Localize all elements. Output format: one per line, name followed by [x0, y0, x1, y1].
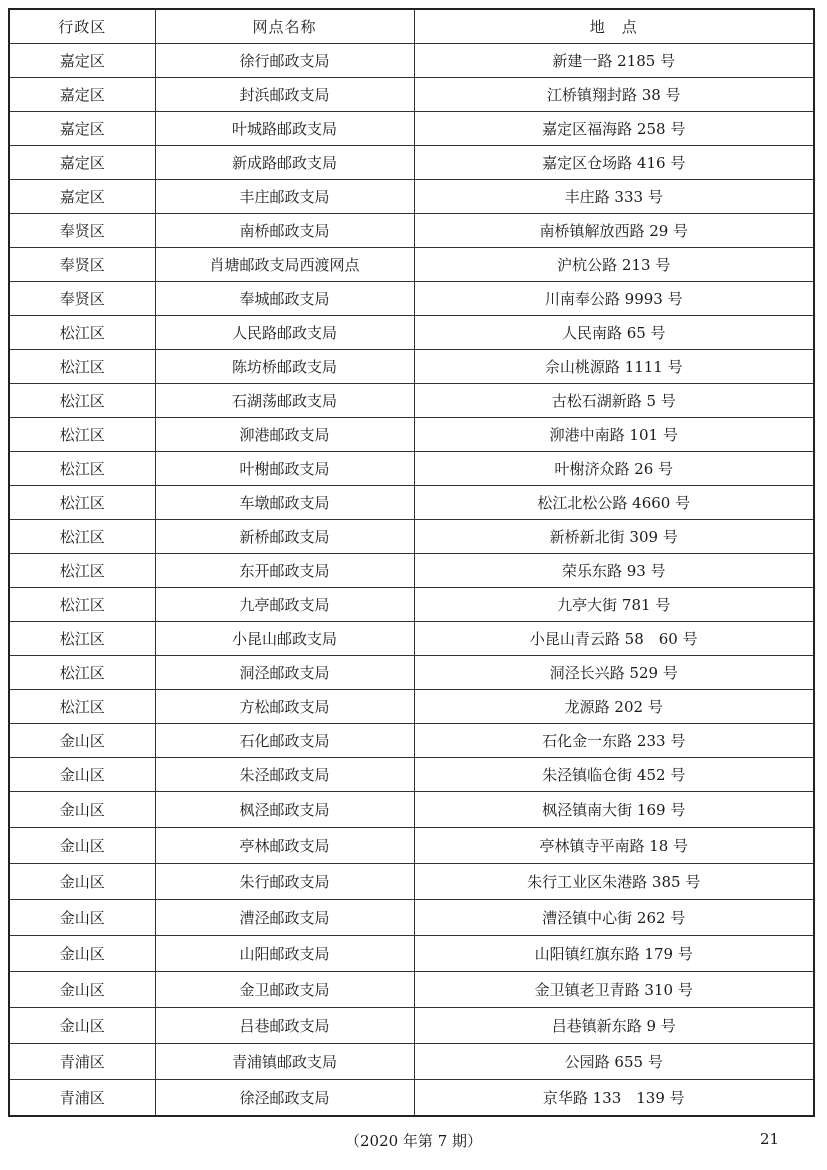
branch-name-cell: 新成路邮政支局 [155, 146, 414, 180]
location-cell: 人民南路 65 号 [414, 316, 814, 350]
location-cell: 朱行工业区朱港路 385 号 [414, 864, 814, 900]
branch-name-cell: 叶城路邮政支局 [155, 112, 414, 146]
table-row [9, 900, 814, 936]
district-cell: 松江区 [9, 418, 155, 452]
table-row [9, 724, 814, 758]
table-row [9, 656, 814, 690]
branch-name-cell: 叶榭邮政支局 [155, 452, 414, 486]
table-row [9, 316, 814, 350]
district-cell: 松江区 [9, 486, 155, 520]
location-cell: 亭林镇寺平南路 18 号 [414, 828, 814, 864]
table-row [9, 180, 814, 214]
branch-name-cell: 青浦镇邮政支局 [155, 1044, 414, 1080]
district-cell: 松江区 [9, 384, 155, 418]
branch-name-cell: 人民路邮政支局 [155, 316, 414, 350]
district-cell: 金山区 [9, 900, 155, 936]
district-cell: 金山区 [9, 792, 155, 828]
table-row [9, 78, 814, 112]
district-cell: 金山区 [9, 936, 155, 972]
branch-name-cell: 封浜邮政支局 [155, 78, 414, 112]
district-cell: 青浦区 [9, 1080, 155, 1117]
header-district: 行政区 [9, 9, 155, 44]
branch-name-cell: 金卫邮政支局 [155, 972, 414, 1008]
location-cell: 山阳镇红旗东路 179 号 [414, 936, 814, 972]
branch-name-cell: 东开邮政支局 [155, 554, 414, 588]
branch-name-cell: 徐泾邮政支局 [155, 1080, 414, 1117]
branch-name-cell: 亭林邮政支局 [155, 828, 414, 864]
header-location: 地 点 [414, 9, 814, 44]
table-row [9, 44, 814, 78]
table-row [9, 936, 814, 972]
branch-name-cell: 吕巷邮政支局 [155, 1008, 414, 1044]
location-cell: 龙源路 202 号 [414, 690, 814, 724]
district-cell: 嘉定区 [9, 78, 155, 112]
branch-name-cell: 方松邮政支局 [155, 690, 414, 724]
table-body [9, 44, 814, 1117]
location-cell: 荣乐东路 93 号 [414, 554, 814, 588]
table-row [9, 758, 814, 792]
district-cell: 嘉定区 [9, 112, 155, 146]
table-row [9, 486, 814, 520]
location-cell: 九亭大街 781 号 [414, 588, 814, 622]
table-row [9, 350, 814, 384]
branch-name-cell: 漕泾邮政支局 [155, 900, 414, 936]
location-cell: 古松石湖新路 5 号 [414, 384, 814, 418]
table-row [9, 452, 814, 486]
table-row [9, 588, 814, 622]
branch-name-cell: 肖塘邮政支局西渡网点 [155, 248, 414, 282]
district-cell: 奉贤区 [9, 248, 155, 282]
location-cell: 石化金一东路 233 号 [414, 724, 814, 758]
location-cell: 朱泾镇临仓街 452 号 [414, 758, 814, 792]
table-row [9, 690, 814, 724]
table-row [9, 282, 814, 316]
district-cell: 松江区 [9, 452, 155, 486]
branch-name-cell: 枫泾邮政支局 [155, 792, 414, 828]
table-row [9, 554, 814, 588]
location-cell: 洞泾长兴路 529 号 [414, 656, 814, 690]
branch-name-cell: 南桥邮政支局 [155, 214, 414, 248]
table-row [9, 622, 814, 656]
branch-name-cell: 徐行邮政支局 [155, 44, 414, 78]
location-cell: 京华路 133 139 号 [414, 1080, 814, 1117]
location-cell: 吕巷镇新东路 9 号 [414, 1008, 814, 1044]
table-row [9, 792, 814, 828]
location-cell: 公园路 655 号 [414, 1044, 814, 1080]
location-cell: 松江北松公路 4660 号 [414, 486, 814, 520]
district-cell: 松江区 [9, 690, 155, 724]
table-row [9, 146, 814, 180]
location-cell: 嘉定区福海路 258 号 [414, 112, 814, 146]
table-row [9, 214, 814, 248]
district-cell: 金山区 [9, 758, 155, 792]
location-cell: 新建一路 2185 号 [414, 44, 814, 78]
location-cell: 南桥镇解放西路 29 号 [414, 214, 814, 248]
location-cell: 小昆山青云路 58 60 号 [414, 622, 814, 656]
branch-name-cell: 朱行邮政支局 [155, 864, 414, 900]
postal-branch-table [8, 8, 815, 1117]
district-cell: 松江区 [9, 656, 155, 690]
district-cell: 奉贤区 [9, 214, 155, 248]
branch-name-cell: 泖港邮政支局 [155, 418, 414, 452]
location-cell: 漕泾镇中心街 262 号 [414, 900, 814, 936]
location-cell: 嘉定区仓场路 416 号 [414, 146, 814, 180]
table-row [9, 972, 814, 1008]
district-cell: 金山区 [9, 972, 155, 1008]
location-cell: 枫泾镇南大街 169 号 [414, 792, 814, 828]
branch-name-cell: 石湖荡邮政支局 [155, 384, 414, 418]
table-row [9, 112, 814, 146]
district-cell: 青浦区 [9, 1044, 155, 1080]
header-branch-name: 网点名称 [155, 9, 414, 44]
location-cell: 金卫镇老卫青路 310 号 [414, 972, 814, 1008]
header-row [9, 9, 814, 44]
issue-label: （2020 年第 7 期） [344, 1132, 483, 1150]
district-cell: 金山区 [9, 864, 155, 900]
table-row [9, 1044, 814, 1080]
location-cell: 新桥新北街 309 号 [414, 520, 814, 554]
district-cell: 金山区 [9, 828, 155, 864]
table-row [9, 828, 814, 864]
location-cell: 佘山桃源路 1111 号 [414, 350, 814, 384]
district-cell: 松江区 [9, 350, 155, 384]
location-cell: 川南奉公路 9993 号 [414, 282, 814, 316]
location-cell: 丰庄路 333 号 [414, 180, 814, 214]
location-cell: 叶榭济众路 26 号 [414, 452, 814, 486]
branch-name-cell: 朱泾邮政支局 [155, 758, 414, 792]
branch-name-cell: 石化邮政支局 [155, 724, 414, 758]
branch-name-cell: 丰庄邮政支局 [155, 180, 414, 214]
branch-name-cell: 山阳邮政支局 [155, 936, 414, 972]
table-row [9, 864, 814, 900]
location-cell: 江桥镇翔封路 38 号 [414, 78, 814, 112]
branch-name-cell: 奉城邮政支局 [155, 282, 414, 316]
district-cell: 金山区 [9, 724, 155, 758]
district-cell: 金山区 [9, 1008, 155, 1044]
district-cell: 松江区 [9, 554, 155, 588]
branch-name-cell: 新桥邮政支局 [155, 520, 414, 554]
district-cell: 松江区 [9, 588, 155, 622]
district-cell: 嘉定区 [9, 180, 155, 214]
table-row [9, 248, 814, 282]
district-cell: 松江区 [9, 520, 155, 554]
location-cell: 沪杭公路 213 号 [414, 248, 814, 282]
district-cell: 松江区 [9, 316, 155, 350]
page-number: 21 [760, 1130, 780, 1148]
location-cell: 泖港中南路 101 号 [414, 418, 814, 452]
table-row [9, 418, 814, 452]
table-row [9, 384, 814, 418]
district-cell: 奉贤区 [9, 282, 155, 316]
branch-name-cell: 车墩邮政支局 [155, 486, 414, 520]
branch-name-cell: 小昆山邮政支局 [155, 622, 414, 656]
district-cell: 嘉定区 [9, 146, 155, 180]
table-row [9, 1008, 814, 1044]
branch-name-cell: 陈坊桥邮政支局 [155, 350, 414, 384]
table-row [9, 1080, 814, 1117]
district-cell: 松江区 [9, 622, 155, 656]
table-row [9, 520, 814, 554]
district-cell: 嘉定区 [9, 44, 155, 78]
branch-name-cell: 九亭邮政支局 [155, 588, 414, 622]
branch-name-cell: 洞泾邮政支局 [155, 656, 414, 690]
table-header [9, 9, 814, 44]
